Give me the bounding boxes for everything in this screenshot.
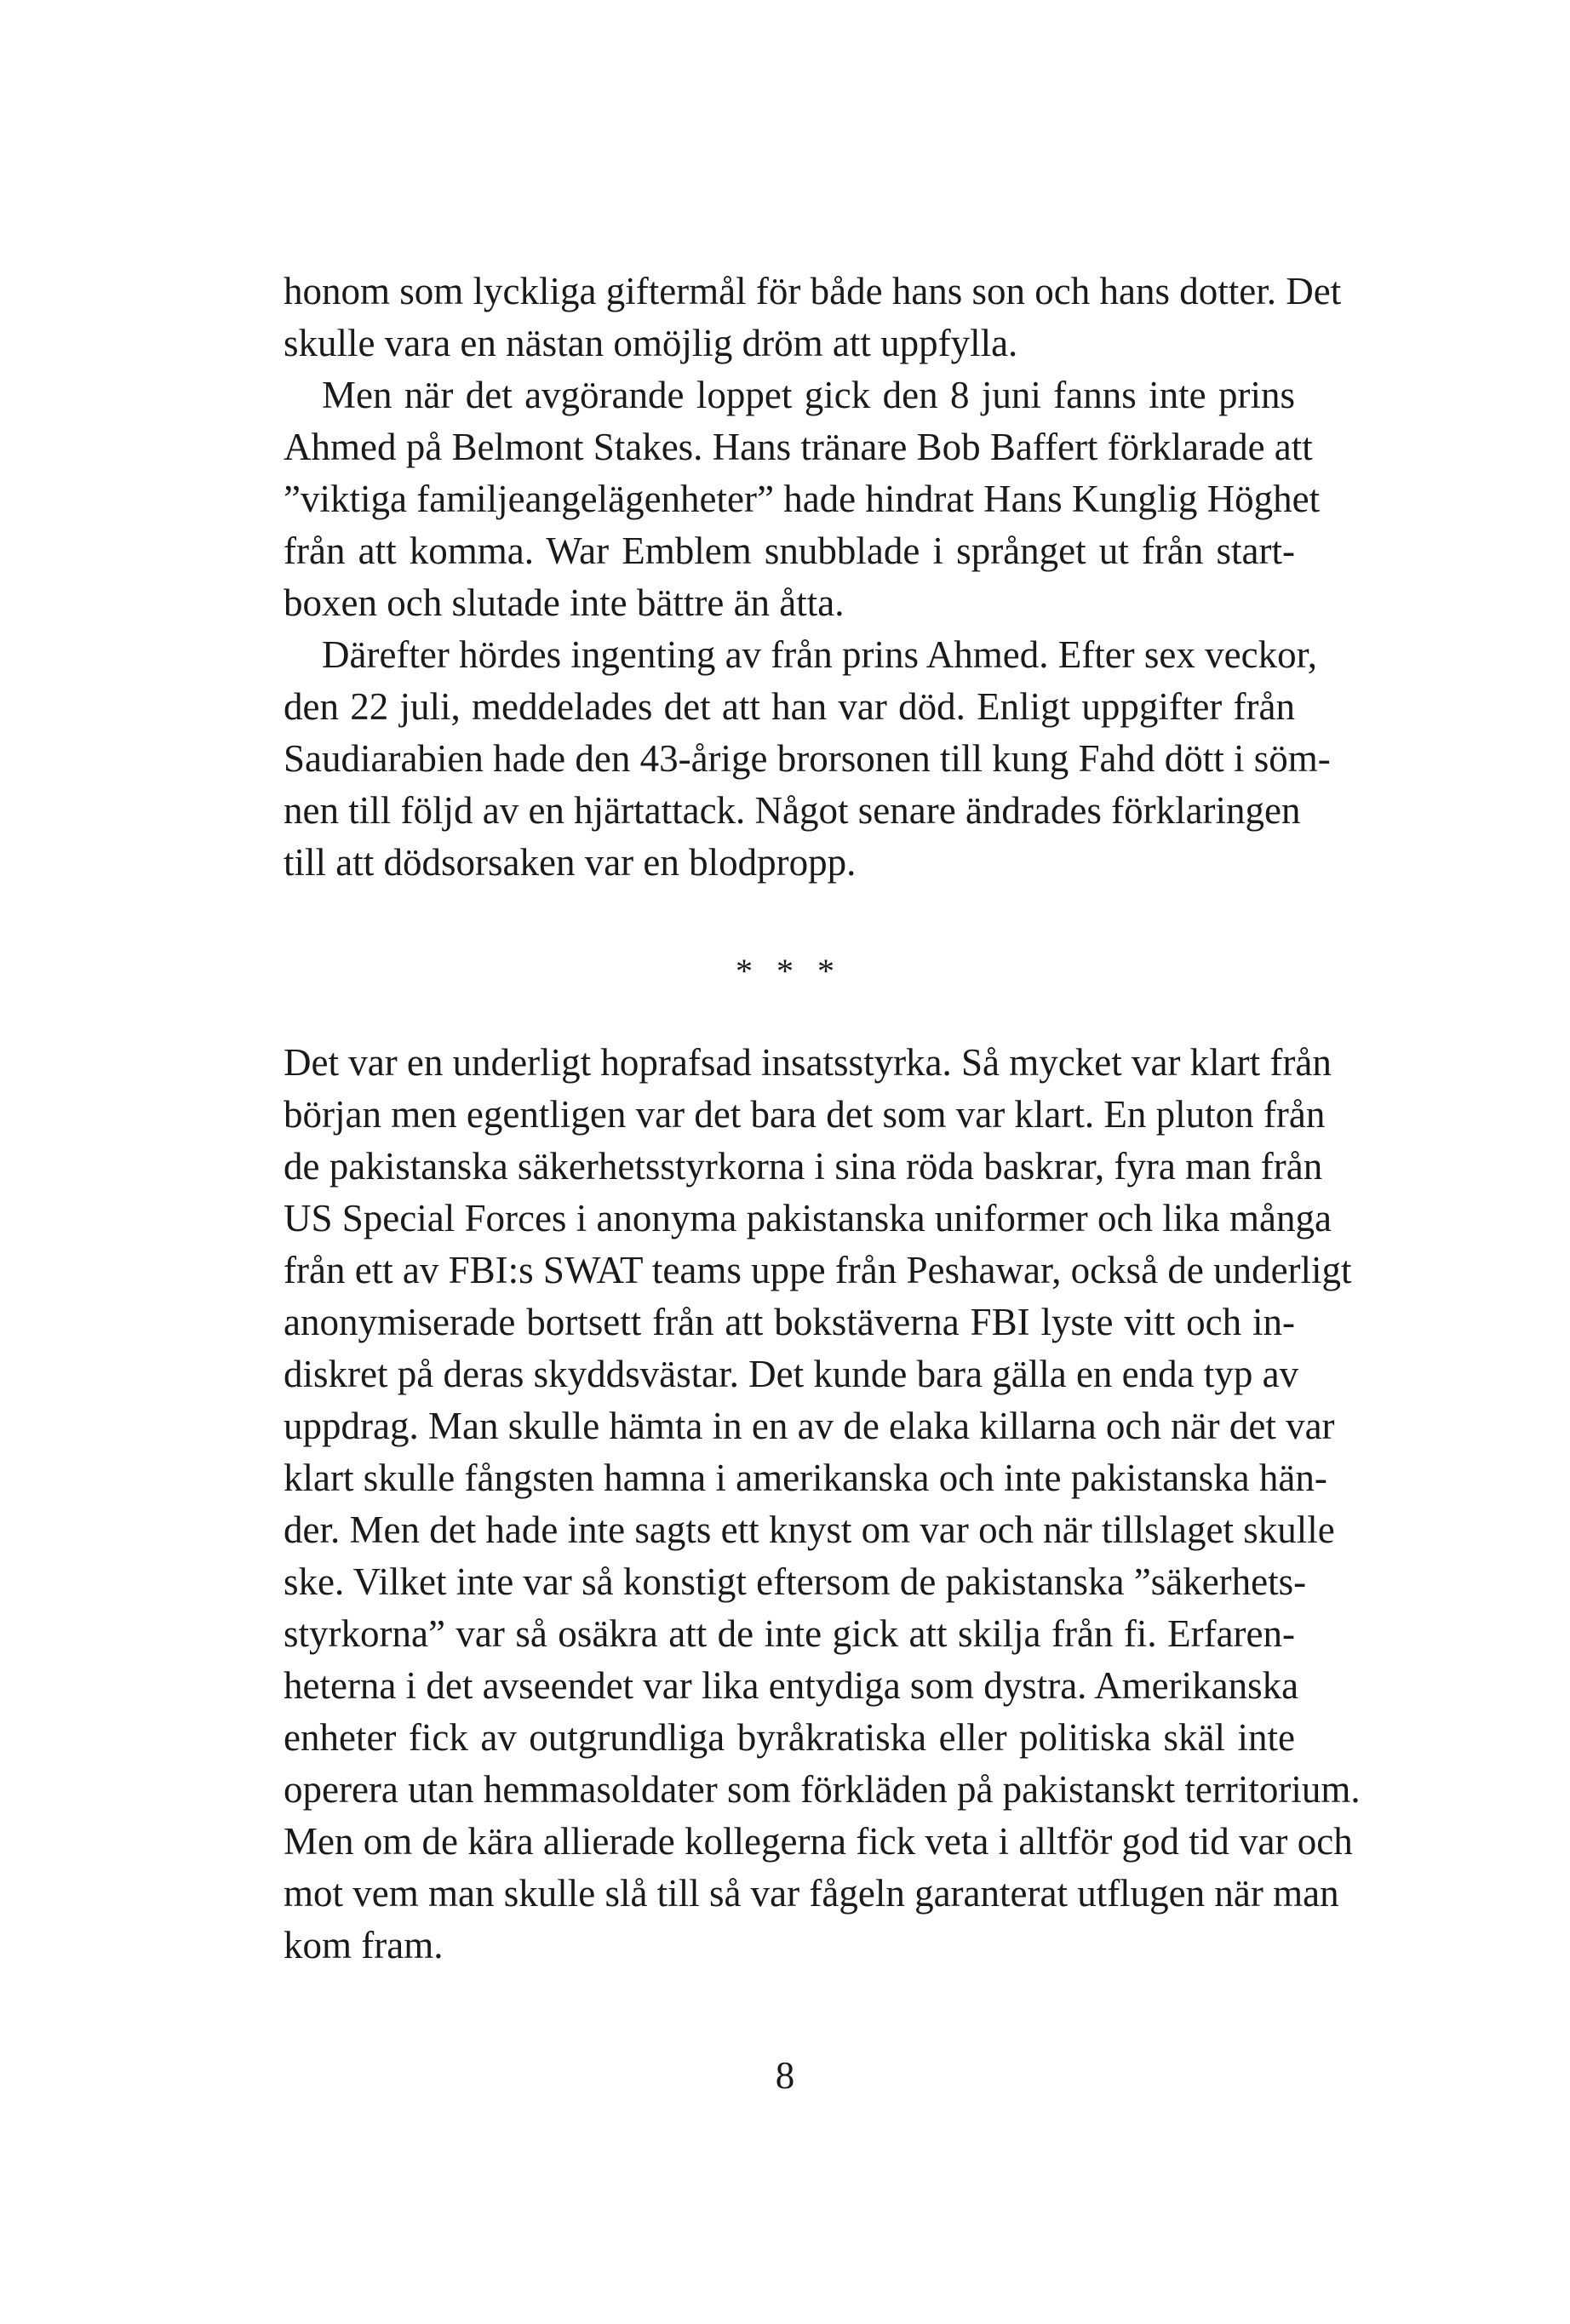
- text-line: boxen och slutade inte bättre än åtta.: [284, 581, 845, 624]
- text-line: till att dödsorsaken var en blodpropp.: [284, 841, 857, 884]
- text-line: Därefter hördes ingenting av från prins Ahmed. Efter sex veckor,: [322, 633, 1318, 676]
- text-line: skulle vara en nästan omöjlig dröm att uppfylla.: [284, 322, 1018, 364]
- text-line: US Special Forces i anonyma pakistanska uniformer och lika många: [284, 1197, 1332, 1239]
- text-line: de pakistanska säkerhetsstyrkorna i sina röda baskrar, fyra man från: [284, 1145, 1323, 1188]
- text-line: från ett av FBI:s SWAT teams uppe från Peshawar, också de underligt: [284, 1249, 1352, 1291]
- text-line: anonymiserade bortsett från att bokstäverna FBI lyste vitt och in-: [284, 1301, 1295, 1343]
- text-line: Det var en underligt hoprafsad insatsstyrka. Så mycket var klart från: [284, 1041, 1332, 1084]
- text-line: början men egentligen var det bara det som var klart. En pluton från: [284, 1093, 1326, 1136]
- text-line: styrkorna” var så osäkra att de inte gick att skilja från fi. Erfaren-: [284, 1612, 1295, 1655]
- text-line: klart skulle fångsten hamna i amerikanska och inte pakistanska hän-: [284, 1457, 1327, 1499]
- text-line: ske. Vilket inte var så konstigt eftersom de pakistanska ”säkerhets-: [284, 1560, 1307, 1603]
- text-line: Ahmed på Belmont Stakes. Hans tränare Bob Baffert förklarade att: [284, 426, 1313, 468]
- text-line: honom som lyckliga giftermål för både hans son och hans dotter. Det: [284, 270, 1342, 312]
- text-line: kom fram.: [284, 1924, 444, 1966]
- text-line: ”viktiga familjeangelägenheter” hade hindrat Hans Kunglig Höghet: [284, 478, 1321, 520]
- text-line: operera utan hemmasoldater som förkläden på pakistanskt territorium.: [284, 1768, 1361, 1811]
- text-line: diskret på deras skyddsvästar. Det kunde bara gälla en enda typ av: [284, 1353, 1299, 1395]
- text-line: enheter fick av outgrundliga byråkratiska eller politiska skäl inte: [284, 1716, 1295, 1759]
- text-line: Men om de kära allierade kollegerna fick veta i alltför god tid var och: [284, 1820, 1353, 1863]
- text-line: der. Men det hade inte sagts ett knyst om var och när tillslaget skulle: [284, 1508, 1335, 1551]
- text-block-bottom: [284, 1037, 1361, 1972]
- text-line: den 22 juli, meddelades det att han var död. Enligt uppgifter från: [284, 685, 1295, 728]
- text-line: mot vem man skulle slå till så var fågeln garanterat utflugen när man: [284, 1872, 1339, 1915]
- text-line: nen till följd av en hjärtattack. Något senare ändrades förklaringen: [284, 789, 1301, 832]
- text-line: heterna i det avseendet var lika entydiga som dystra. Amerikanska: [284, 1664, 1299, 1707]
- text-line: från att komma. War Emblem snubblade i språnget ut från start-: [284, 529, 1295, 572]
- text-line: uppdrag. Man skulle hämta in en av de elaka killarna och när det var: [284, 1405, 1335, 1447]
- section-break: * * *: [736, 952, 834, 990]
- text-line: Men när det avgörande loppet gick den 8 juni fanns inte prins: [322, 374, 1295, 416]
- page-number: 8: [775, 2054, 795, 2097]
- text-block-top: [284, 266, 1342, 889]
- text-line: Saudiarabien hade den 43-årige brorsonen till kung Fahd dött i söm-: [284, 737, 1331, 780]
